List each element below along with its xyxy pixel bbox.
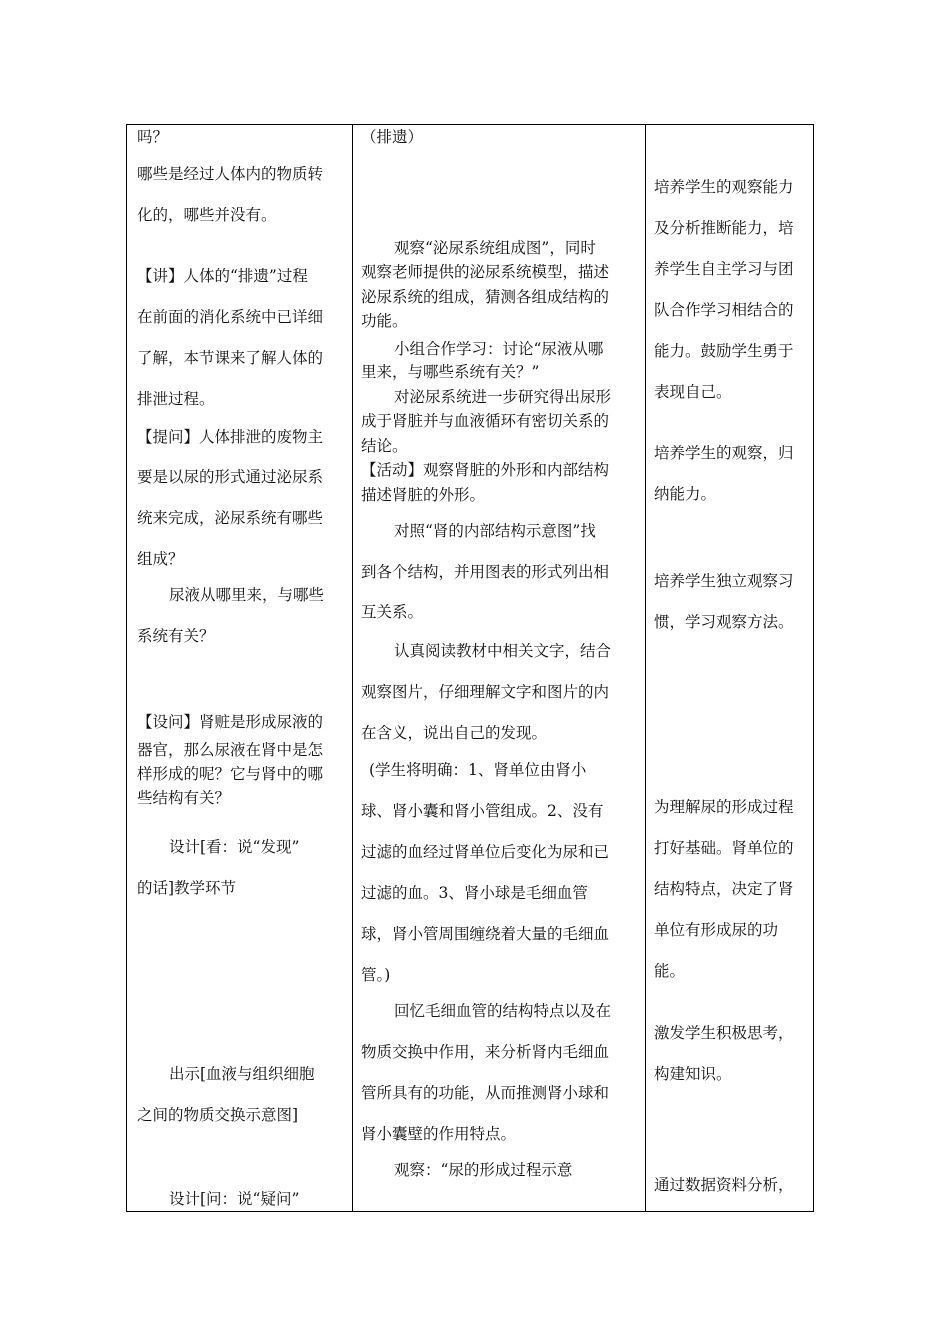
text-line: 培养学生的观察，归 <box>654 444 794 462</box>
text-line: 结构特点，决定了肾 <box>654 880 794 898</box>
text-line: 设计[看：说“发现” <box>169 838 300 856</box>
text-line: 排泄过程。 <box>137 390 215 408</box>
text-line: 里来，与哪些系统有关？” <box>361 363 540 381</box>
text-line: 表现自己。 <box>654 383 732 401</box>
text-line: 回忆毛细血管的结构特点以及在 <box>394 1002 612 1020</box>
text-line: 小组合作学习：讨论“尿液从哪 <box>394 340 604 358</box>
text-line: 培养学生独立观察习 <box>654 572 794 590</box>
text-line: 结论。 <box>361 437 408 455</box>
text-line: 的话]教学环节 <box>137 879 237 897</box>
text-line: 养学生自主学习与团 <box>654 260 794 278</box>
text-line: 观察图片，仔细理解文字和图片的内 <box>361 683 610 701</box>
text-line: 对泌尿系统进一步研究得出尿形 <box>394 388 612 406</box>
text-line: 肾小囊壁的作用特点。 <box>361 1125 517 1143</box>
text-line: 统来完成，泌尿系统有哪些 <box>137 509 324 527</box>
text-line: (学生将明确：1、肾单位由肾小 <box>369 761 587 779</box>
text-line: 组成？ <box>137 550 184 568</box>
text-line: 功能。 <box>361 312 408 330</box>
text-line: 能。 <box>654 962 686 980</box>
text-line: 打好基础。肾单位的 <box>654 839 794 857</box>
text-line: 样形成的呢？它与肾中的哪 <box>137 765 324 783</box>
text-line: 互关系。 <box>361 603 424 621</box>
text-line: 在前面的消化系统中已详细 <box>137 308 324 326</box>
text-line: 了解，本节课来了解人体的 <box>137 349 324 367</box>
text-line: 出示[血液与组织细胞 <box>169 1065 315 1083</box>
text-line: 纳能力。 <box>654 485 717 503</box>
text-line: 器官，那么尿液在肾中是怎 <box>137 741 324 759</box>
text-line: 描述肾脏的外形。 <box>361 486 486 504</box>
text-line: 激发学生积极思考， <box>654 1024 794 1042</box>
text-line: 设计[问：说“疑问” <box>169 1190 300 1208</box>
text-line: 【讲】人体的“排遗”过程 <box>137 267 308 285</box>
text-line: （排遗） <box>361 128 424 146</box>
text-line: 过滤的血经过肾单位后变化为尿和已 <box>361 843 610 861</box>
text-line: 吗？ <box>137 128 169 146</box>
text-line: 及分析推断能力，培 <box>654 219 794 237</box>
text-line: 在含义，说出自己的发现。 <box>361 724 548 742</box>
text-line: 化的，哪些并没有。 <box>137 206 277 224</box>
text-line: 【提问】人体排泄的废物主 <box>137 428 324 446</box>
text-line: 泌尿系统的组成，猜测各组成结构的 <box>361 288 610 306</box>
text-line: 哪些是经过人体内的物质转 <box>137 165 324 183</box>
text-line: 管。) <box>361 966 391 984</box>
text-line: 认真阅读教材中相关文字，结合 <box>394 642 612 660</box>
column-divider <box>352 125 353 1211</box>
text-line: 单位有形成尿的功 <box>654 921 779 939</box>
text-line: 培养学生的观察能力 <box>654 178 794 196</box>
text-line: 之间的物质交换示意图] <box>137 1106 299 1124</box>
text-line: 尿液从哪里来，与哪些 <box>169 586 325 604</box>
text-line: 队合作学习相结合的 <box>654 301 794 319</box>
text-line: 些结构有关？ <box>137 789 231 807</box>
text-line: 能力。鼓励学生勇于 <box>654 342 794 360</box>
text-line: 要是以尿的形式通过泌尿系 <box>137 468 324 486</box>
text-line: 通过数据资料分析， <box>654 1176 794 1194</box>
text-line: 惯，学习观察方法。 <box>654 613 794 631</box>
text-line: 系统有关？ <box>137 627 215 645</box>
text-line: 过滤的血。3、肾小球是毛细血管 <box>361 884 588 902</box>
text-line: 观察老师提供的泌尿系统模型，描述 <box>361 263 610 281</box>
text-line: 【活动】观察肾脏的外形和内部结构 <box>361 461 610 479</box>
text-line: 【设问】肾赃是形成尿液的 <box>137 713 324 731</box>
text-line: 球，肾小管周围缠绕着大量的毛细血 <box>361 925 610 943</box>
text-line: 为理解尿的形成过程 <box>654 798 794 816</box>
text-line: 对照“肾的内部结构示意图”找 <box>394 522 596 540</box>
text-line: 到各个结构，并用图表的形式列出相 <box>361 563 610 581</box>
text-line: 成于肾脏并与血液循环有密切关系的 <box>361 412 610 430</box>
text-line: 球、肾小囊和肾小管组成。2、没有 <box>361 802 604 820</box>
text-line: 观察“泌尿系统组成图”，同时 <box>394 239 596 257</box>
text-line: 管所具有的功能，从而推测肾小球和 <box>361 1084 610 1102</box>
text-line: 物质交换中作用，来分析肾内毛细血 <box>361 1043 610 1061</box>
text-line: 构建知识。 <box>654 1065 732 1083</box>
text-line: 观察：“尿的形成过程示意 <box>394 1161 573 1179</box>
column-divider <box>645 125 646 1211</box>
